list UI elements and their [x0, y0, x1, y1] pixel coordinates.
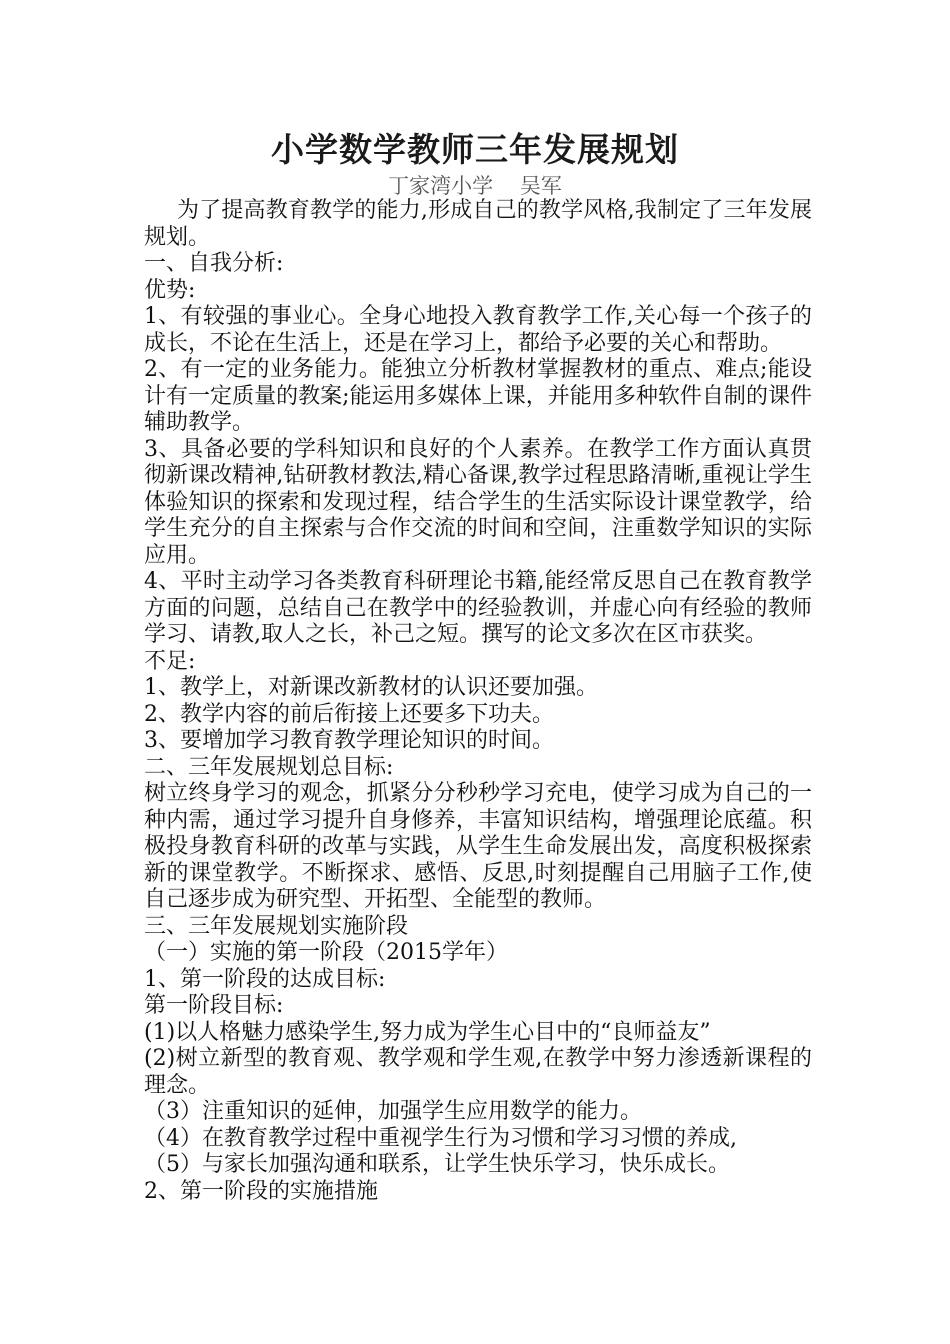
stage-one-measures-heading: 2、第一阶段的实施措施 — [144, 1178, 378, 1204]
stage-one-goals-label: 第一阶段目标: — [144, 993, 284, 1018]
document-author-line: 丁家湾小学 吴军 — [388, 174, 562, 198]
stage-one-goals-heading: 1、第一阶段的达成目标: — [144, 966, 386, 992]
subheading-weaknesses: 不足: — [144, 648, 196, 674]
stage-one-heading: （一）实施的第一阶段（2015学年） — [144, 940, 508, 965]
weakness-item-3: 3、要增加学习教育教学理论知识的时间。 — [144, 728, 554, 753]
document-body — [144, 198, 812, 1205]
overall-goal-paragraph: 树立终身学习的观念，抓紧分分秒秒学习充电，使学习成为自己的一种内需，通过学习提升自身修养，丰富知识结构，增强理论底蕴。积极投身教育科研的改革与实践，从学生生命发展出发，高度积极探索新的课堂教学。不断探求、感悟、反思,时刻提醒自己用脑子工作,使自己逐步成为研究型、开拓型、全能型的教师。 — [144, 781, 812, 912]
section-heading-implementation: 三、三年发展规划实施阶段 — [144, 913, 409, 939]
strength-item-3: 3、具备必要的学科知识和良好的个人素养。在教学工作方面认真贯彻新课改精神,钻研教材教法,精心备课,教学过程思路清晰,重视让学生体验知识的探索和发现过程，结合学生的生活实际设计课堂教学，给学生充分的自主探索与合作交流的时间和空间，注重数学知识的实际应用。 — [144, 436, 812, 568]
goal-item-1: (1)以人格魅力感染学生,努力成为学生心目中的“良师益友” — [144, 1019, 711, 1045]
goal-item-3: （3）注重知识的延伸，加强学生应用数学的能力。 — [144, 1099, 642, 1124]
goal-item-5: （5）与家长加强沟通和联系，让学生快乐学习，快乐成长。 — [144, 1152, 730, 1177]
document-title: 小学数学教师三年发展规划 — [271, 130, 679, 169]
goal-item-2: (2)树立新型的教育观、教学观和学生观,在教学中努力渗透新课程的理念。 — [144, 1046, 812, 1098]
strength-item-4: 4、平时主动学习各类教育科研理论书籍,能经常反思自己在教育教学方面的问题，总结自己在教学中的经验教训，并虚心向有经验的教师学习、请教,取人之长，补己之短。撰写的论文多次在区市获奖。 — [144, 569, 812, 647]
goal-item-4: （4）在教育教学过程中重视学生行为习惯和学习习惯的养成, — [144, 1125, 737, 1151]
weakness-item-2: 2、教学内容的前后衔接上还要多下功夫。 — [144, 701, 554, 727]
weakness-item-1: 1、教学上，对新课改新教材的认识还要加强。 — [144, 675, 598, 700]
subheading-strengths: 优势: — [144, 277, 196, 303]
section-heading-self-analysis: 一、自我分析: — [144, 251, 284, 276]
intro-paragraph: 为了提高教育教学的能力,形成自己的教学风格,我制定了三年发展规划。 — [144, 198, 812, 250]
strength-item-2: 2、有一定的业务能力。能独立分析教材掌握教材的重点、难点;能设计有一定质量的教案;能运用多媒体上课，并能用多种软件自制的课件辅助教学。 — [144, 357, 812, 435]
section-heading-overall-goal: 二、三年发展规划总目标: — [144, 754, 394, 780]
strength-item-1: 1、有较强的事业心。全身心地投入教育教学工作,关心每一个孩子的成长，不论在生活上，还是在学习上，都给予必要的关心和帮助。 — [144, 304, 812, 356]
